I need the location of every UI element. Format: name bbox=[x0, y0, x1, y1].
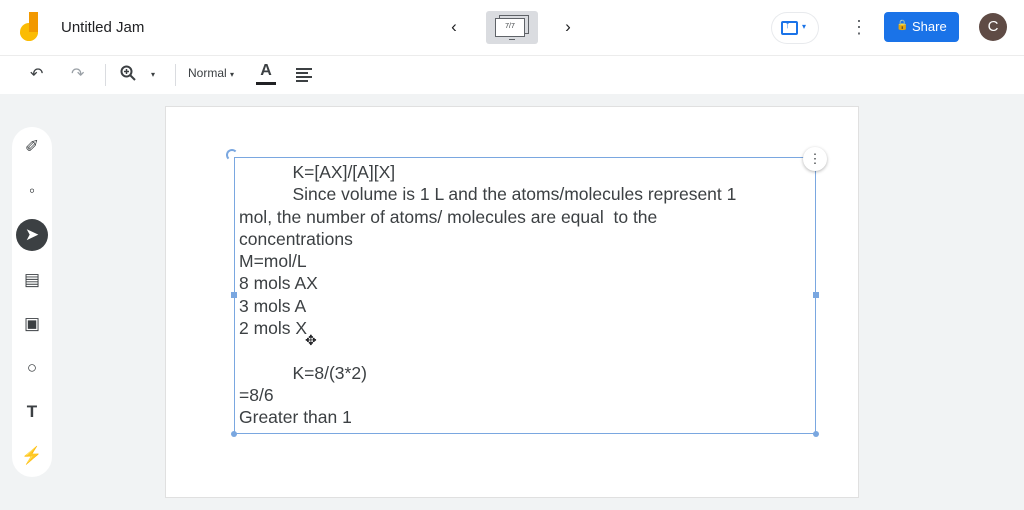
caret-down-icon: ▾ bbox=[802, 22, 807, 31]
top-bar bbox=[0, 0, 1024, 55]
edit-toolbar bbox=[0, 55, 1024, 94]
tool-sidebar bbox=[12, 127, 52, 477]
text-color-icon[interactable] bbox=[256, 62, 276, 86]
more-options-icon[interactable]: ⋮ bbox=[850, 17, 868, 37]
next-frame-button[interactable]: › bbox=[565, 17, 571, 36]
text-line: Since volume is 1 L and the atoms/molecules represent 1 bbox=[239, 184, 737, 205]
zoom-caret-icon[interactable]: ▾ bbox=[151, 70, 156, 79]
pen-icon[interactable]: ✐ bbox=[24, 137, 40, 156]
text-line: concentrations bbox=[239, 228, 353, 249]
text-line: 2 mols X bbox=[239, 318, 308, 339]
text-style-value: Normal bbox=[188, 66, 227, 80]
resize-handle[interactable] bbox=[813, 292, 819, 298]
undo-icon[interactable]: ↶ bbox=[30, 66, 44, 83]
text-box-more-icon[interactable]: ⋮ bbox=[803, 147, 827, 171]
toolbar-divider bbox=[175, 64, 176, 86]
text-line: 8 mols AX bbox=[239, 273, 318, 294]
text-box-icon[interactable]: T bbox=[26, 402, 38, 421]
resize-handle[interactable] bbox=[813, 431, 819, 437]
text-line: mol, the number of atoms/ molecules are equal to the bbox=[239, 206, 658, 227]
share-label: Share bbox=[912, 19, 947, 34]
text-line: M=mol/L bbox=[239, 251, 307, 272]
text-line: 3 mols A bbox=[239, 295, 307, 316]
resize-handle[interactable] bbox=[231, 292, 237, 298]
text-color-letter: A bbox=[260, 62, 272, 79]
caret-down-icon: ▾ bbox=[230, 70, 235, 79]
text-line: =8/6 bbox=[239, 384, 274, 405]
previous-frame-button[interactable]: ‹ bbox=[451, 17, 457, 36]
text-line bbox=[239, 339, 809, 361]
toolbar-divider bbox=[105, 64, 106, 86]
circle-icon[interactable]: ○ bbox=[26, 358, 38, 377]
upload-button[interactable] bbox=[772, 13, 818, 43]
text-line: Greater than 1 bbox=[239, 407, 352, 428]
share-button[interactable] bbox=[884, 12, 959, 42]
lock-icon: 🔒 bbox=[896, 20, 909, 31]
arrow-up-icon: ↑ bbox=[785, 20, 790, 31]
avatar[interactable]: C bbox=[979, 13, 1007, 41]
move-cursor-icon: ✥ bbox=[305, 332, 317, 348]
zoom-icon[interactable] bbox=[120, 65, 136, 87]
jamboard-logo-icon bbox=[18, 12, 44, 44]
text-style-select[interactable] bbox=[188, 66, 234, 80]
text-color-swatch bbox=[256, 82, 276, 85]
sticky-note-icon[interactable]: ▤ bbox=[23, 270, 41, 289]
resize-handle[interactable] bbox=[231, 431, 237, 437]
select-icon[interactable]: ➤ bbox=[16, 219, 48, 251]
text-line: K=[AX]/[A][X] bbox=[239, 162, 396, 182]
rotate-handle-icon[interactable] bbox=[226, 149, 238, 161]
align-icon[interactable] bbox=[296, 68, 312, 84]
text-line: K=8/(3*2) bbox=[239, 362, 367, 383]
eraser-icon[interactable]: ◦ bbox=[28, 181, 36, 200]
image-icon[interactable]: ▣ bbox=[23, 314, 41, 333]
text-box-content[interactable] bbox=[239, 161, 809, 429]
document-title[interactable]: Untitled Jam bbox=[61, 19, 145, 36]
frame-indicator-icon bbox=[509, 39, 515, 42]
frame-counter: 7/7 bbox=[495, 18, 525, 37]
laser-icon[interactable]: ⚡ bbox=[21, 446, 43, 465]
redo-icon[interactable]: ↷ bbox=[71, 66, 85, 83]
frame-bar-button[interactable] bbox=[486, 11, 538, 44]
